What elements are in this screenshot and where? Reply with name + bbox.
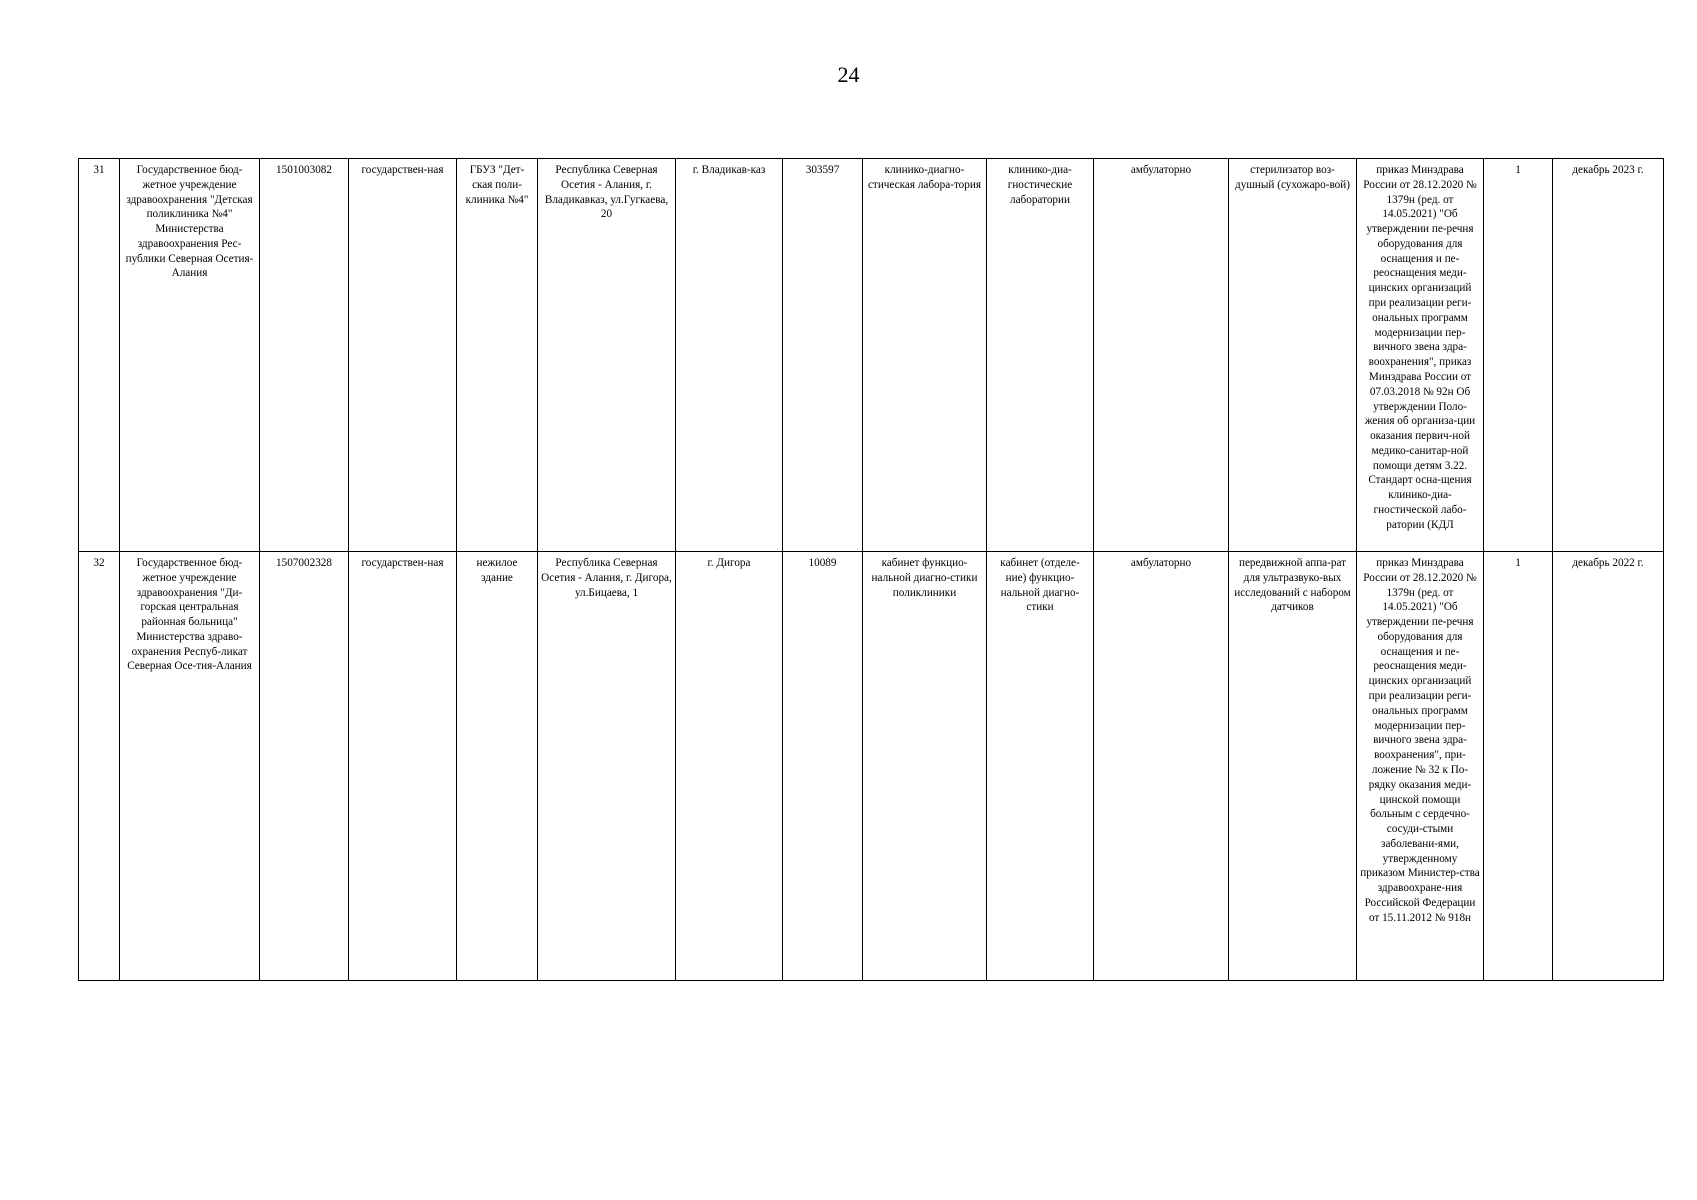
- page-number: 24: [837, 62, 860, 87]
- city-cell: г. Владикав-каз: [676, 159, 783, 552]
- unit-cell: кабинет функцио-нальной диагно-стики поликлиники: [863, 552, 987, 981]
- object-cell: ГБУЗ "Дет-ская поли-клиника №4": [457, 159, 538, 552]
- object-cell: нежилое здание: [457, 552, 538, 981]
- equipment-cell: передвижной аппа-рат для ультразвуко-вых исследований с набором датчиков: [1229, 552, 1357, 981]
- ownership-cell: государствен-ная: [349, 552, 457, 981]
- inn-cell: 1501003082: [260, 159, 349, 552]
- equipment-cell: стерилизатор воз-душный (сухожаро-вой): [1229, 159, 1357, 552]
- address-cell: Республика Северная Осетия - Алания, г. Дигора, ул.Бицаева, 1: [538, 552, 676, 981]
- address-cell: Республика Северная Осетия - Алания, г. Владикавказ, ул.Гугкаева, 20: [538, 159, 676, 552]
- equipment-table: [78, 158, 1664, 981]
- equipment-table-container: [78, 158, 1644, 981]
- city-cell: г. Дигора: [676, 552, 783, 981]
- care-condition-cell: амбулаторно: [1094, 552, 1229, 981]
- inn-cell: 1507002328: [260, 552, 349, 981]
- order-reference-cell: приказ Минздрава России от 28.12.2020 № 1379н (ред. от 14.05.2021) "Об утверждении пе-речня оборудования для оснащения и пе-реоснащения меди-цинских организаций при реализации реги-ональных программ модернизации пер-вичного звена здра-воохранения", приказ Минздрава России от 07.03.2018 № 92н Об утверждении Поло-жения об организа-ции оказания первич-ной медико-санитар-ной помощи детям 3.22. Стандарт осна-щения клинико-диа-гностической лабо-ратории (КДЛ: [1357, 159, 1484, 552]
- code-cell: 10089: [783, 552, 863, 981]
- row-number-cell: 31: [79, 159, 120, 552]
- organization-name-cell: Государственное бюд-жетное учреждение здравоохранения "Ди-горская центральная районная больница" Министерства здраво-охранения Респуб-ликат Северная Осе-тия-Алания: [120, 552, 260, 981]
- care-condition-cell: амбулаторно: [1094, 159, 1229, 552]
- unit-cell: клинико-диагно-стическая лабора-тория: [863, 159, 987, 552]
- organization-name-cell: Государственное бюд-жетное учреждение здравоохранения "Детская поликлиника №4" Министерства здравоохранения Рес-публики Северная Осетия-Алания: [120, 159, 260, 552]
- date-cell: декабрь 2022 г.: [1553, 552, 1664, 981]
- code-cell: 303597: [783, 159, 863, 552]
- table-row: [79, 552, 1664, 981]
- order-reference-cell: приказ Минздрава России от 28.12.2020 № 1379н (ред. от 14.05.2021) "Об утверждении пе-речня оборудования для оснащения и пе-реоснащения меди-цинских организаций при реализации реги-ональных программ модернизации пер-вичного звена здра-воохранения", при-ложение № 32 к По-рядку оказания меди-цинской помощи больным с сердечно-сосуди-стыми заболевани-ями, утвержденному приказом Министер-ства здравоохране-ния Российской Федерации от 15.11.2012 № 918н: [1357, 552, 1484, 981]
- quantity-cell: 1: [1484, 159, 1553, 552]
- row-number-cell: 32: [79, 552, 120, 981]
- division-cell: кабинет (отделе-ние) функцио-нальной диагно-стики: [987, 552, 1094, 981]
- ownership-cell: государствен-ная: [349, 159, 457, 552]
- quantity-cell: 1: [1484, 552, 1553, 981]
- division-cell: клинико-диа-гностические лаборатории: [987, 159, 1094, 552]
- table-row: [79, 159, 1664, 552]
- date-cell: декабрь 2023 г.: [1553, 159, 1664, 552]
